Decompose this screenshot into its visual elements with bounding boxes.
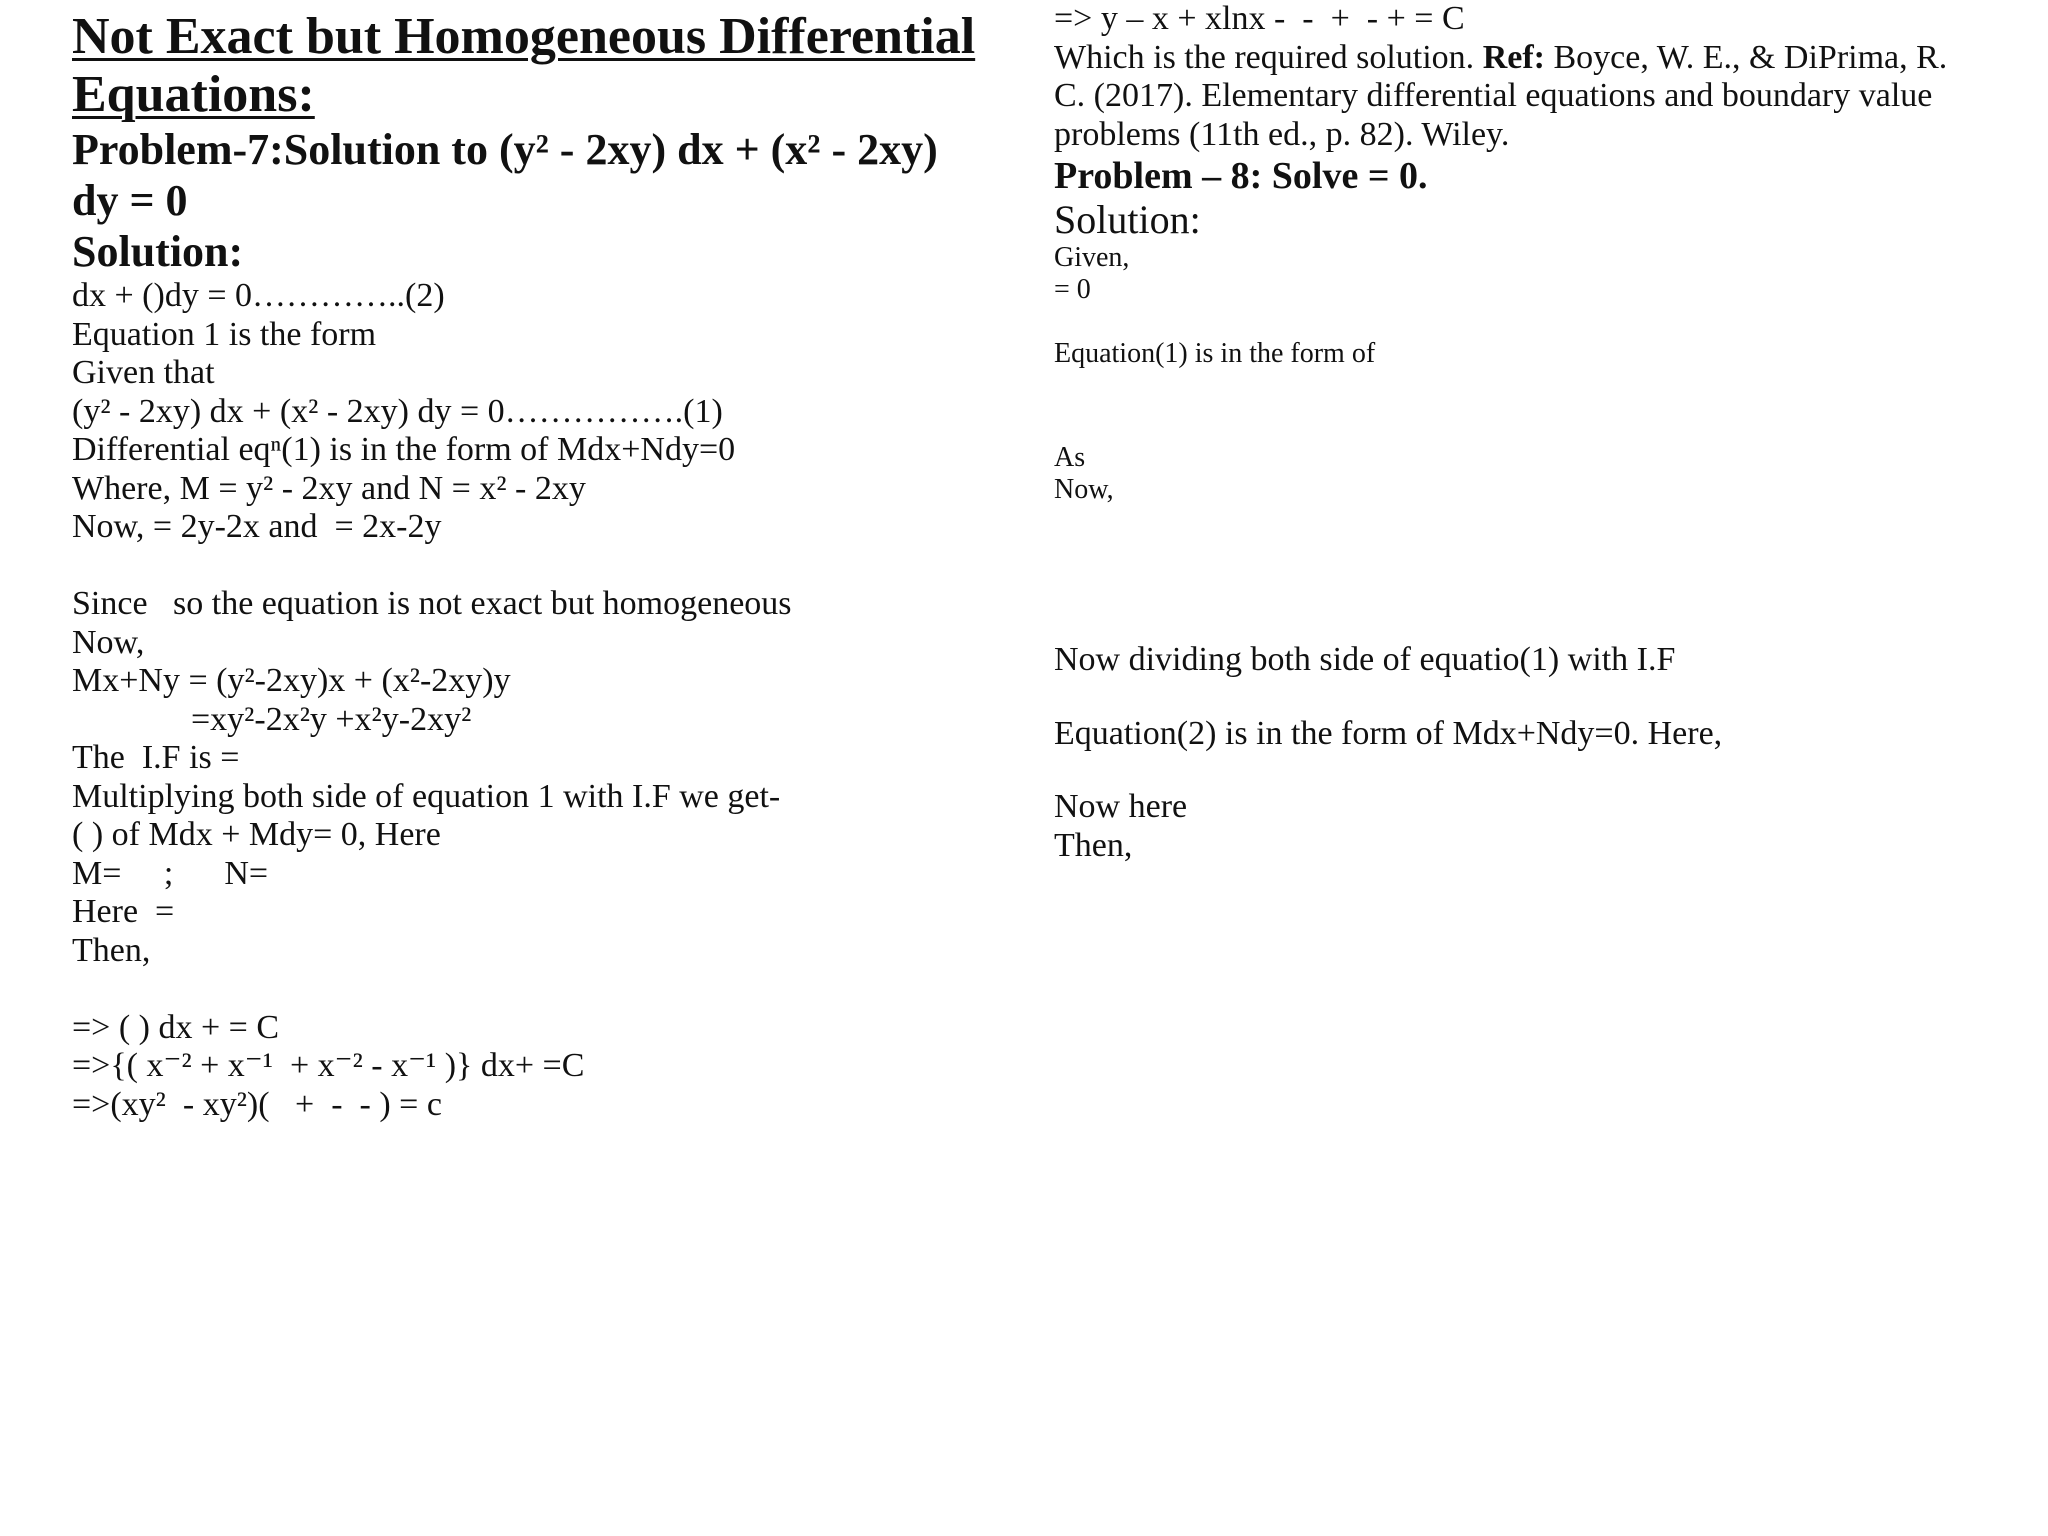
text-line: Given, [1054, 242, 1130, 273]
problem-8-solution-label: Solution: [1054, 197, 1201, 242]
text-line: Differential eqⁿ(1) is in the form of Mdx+Ndy=0 [72, 431, 736, 468]
text-fragment: Which is the required solution. [1054, 38, 1483, 76]
text-line: =>(xy² - xy²)( + - - ) = c [72, 1085, 442, 1123]
problem-8-steps [1054, 641, 2014, 865]
text-line: Where, M = y² - 2xy and N = x² - 2xy [72, 469, 586, 507]
text-line: Then, [72, 931, 151, 969]
text-line: Now dividing both side of equatio(1) with I.F [1054, 641, 1676, 678]
text-line: The I.F is = [72, 739, 240, 776]
text-line: Given that [72, 354, 215, 391]
problem-8-heading: Problem – 8: Solve = 0. [1054, 155, 1428, 197]
problem-8-given [1054, 242, 2014, 506]
text-line: dx + ()dy = 0…………..(2) [72, 277, 445, 314]
reference-line-1 [1054, 39, 2014, 78]
text-line: As [1054, 442, 1086, 473]
text-line: Since so the equation is not exact but homogeneous [72, 585, 792, 622]
text-line: => ( ) dx + = C [72, 1008, 280, 1046]
text-line: =xy²-2x²y +x²y-2xy² [72, 700, 472, 738]
problem-7-conclusion [1054, 0, 2014, 154]
document-title [72, 8, 1012, 124]
text-line: (y² - 2xy) dx + (x² - 2xy) dy = 0…………….(1) [72, 392, 723, 430]
text-line: Then, [1054, 826, 1133, 864]
problem-7-block-1 [72, 277, 1012, 547]
reference-line-3: problems (11th ed., p. 82). Wiley. [1054, 115, 1510, 153]
text-line: Multiplying both side of equation 1 with I.F we get- [72, 777, 781, 815]
title-line-1: Not Exact but Homogeneous Differential [72, 8, 976, 65]
ref-label: Ref: [1482, 38, 1545, 76]
text-line: Now here [1054, 788, 1188, 825]
text-line: =>{( x⁻² + x⁻¹ + x⁻² - x⁻¹ )} dx+ =C [72, 1047, 585, 1084]
problem-7-block-2 [72, 585, 1012, 970]
reference-line-2: C. (2017). Elementary differential equations and boundary value [1054, 77, 1933, 114]
text-line: Equation(2) is in the form of Mdx+Ndy=0. Here, [1054, 714, 1723, 752]
problem-7-block-3 [72, 1009, 1012, 1125]
problem-7-heading-line-2: dy = 0 [72, 176, 188, 225]
right-column [1054, 0, 2014, 865]
problem-7-heading [72, 124, 1012, 226]
left-column [72, 0, 1012, 1124]
solution-line: => y – x + xlnx - - + - + = C [1054, 0, 1465, 37]
text-line: Here = [72, 893, 175, 930]
problem-7-heading-line-1: Problem-7:Solution to (y² - 2xy) dx + (x² - 2xy) [72, 125, 938, 174]
text-line: = 0 [1054, 274, 1091, 305]
text-line: ( ) of Mdx + Mdy= 0, Here [72, 816, 441, 853]
text-line: Now, [1054, 474, 1114, 505]
text-line: M= ; N= [72, 854, 269, 892]
text-line: Equation(1) is in the form of [1054, 338, 1376, 369]
title-line-2: Equations: [72, 66, 315, 123]
text-line: Now, = 2y-2x and = 2x-2y [72, 508, 442, 545]
text-line: Now, [72, 623, 145, 661]
text-line: Mx+Ny = (y²-2xy)x + (x²-2xy)y [72, 662, 511, 699]
problem-7-solution-label: Solution: [72, 227, 244, 276]
reference-text: Boyce, W. E., & DiPrima, R. [1544, 38, 1948, 76]
text-line: Equation 1 is the form [72, 315, 377, 353]
